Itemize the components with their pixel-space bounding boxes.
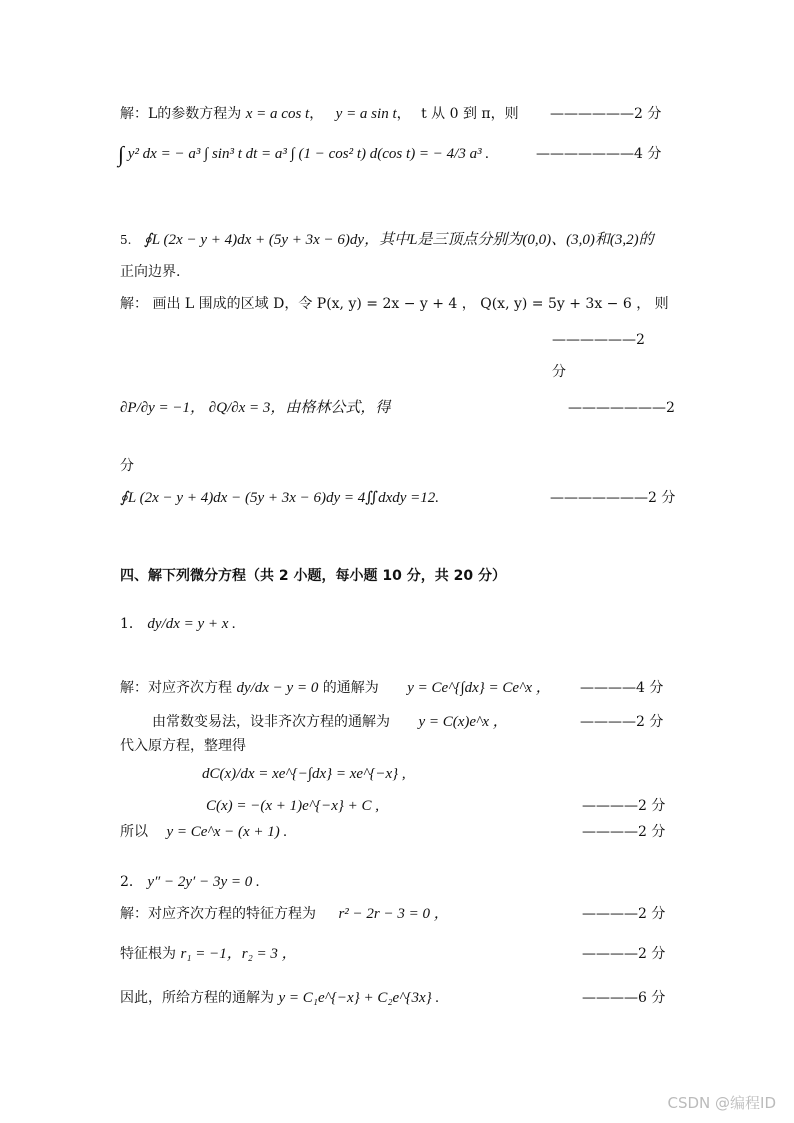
s4-q1-number: 1． [120, 616, 143, 632]
s4-q2-sol2-eq: r₁ = −1，r₂ = 3 ， [180, 946, 297, 962]
s4-q1-score-1: ————4 分 [580, 680, 664, 696]
s4-q1-sol-line2 [152, 712, 508, 732]
q5-statement-cont: 正向边界. [120, 264, 181, 280]
s4-q2-sol1-text: 解：对应齐次方程的特征方程为 [120, 906, 316, 922]
q5-number: 5. [120, 233, 132, 247]
s4-q1-sol2-text: 由常数变易法，设非齐次方程的通解为 [152, 714, 390, 730]
q4-param-y: y = a sin t [335, 106, 397, 122]
q4-integral [118, 141, 490, 167]
q5-statement [120, 230, 654, 250]
q5-result: ∮L (2x − y + 4)dx − (5y + 3x − 6)dy = 4∬dxdy =12. [120, 490, 440, 506]
s4-q1-sol6-text: 所以 [120, 824, 148, 840]
s4-q1-sol6-eq: y = Ce^x − (x + 1) . [166, 824, 288, 840]
section4-heading: 四、解下列微分方程（共 2 小题，每小题 10 分，共 20 分） [120, 568, 506, 584]
s4-q1-sol-line1 [120, 678, 551, 698]
s4-q1-score-3: ————2 分 [582, 798, 666, 814]
s4-q1-statement [120, 614, 236, 634]
s4-q1-sol2-eq: y = C(x)e^x ， [418, 714, 508, 730]
s4-q2-sol3-eq: y = C₁e^{−x} + C₂e^{3x} . [278, 990, 440, 1006]
s4-q2-number: 2． [120, 874, 143, 890]
s4-q2-sol3-text: 因此，所给方程的通解为 [120, 990, 274, 1006]
s4-q2-sol-line2 [120, 944, 297, 964]
s4-q2-sol2-text: 特征根为 [120, 946, 176, 962]
q5-score-2-line: ———————2 [568, 400, 675, 416]
q5-statement-text: ∮L (2x − y + 4)dx + (5y + 3x − 6)dy，其中L是三顶点分别为(0,0)、(3,0)和(3,2)的 [143, 232, 654, 248]
q5-score-2-unit: 分 [120, 458, 134, 474]
s4-q2-sol-line1 [120, 904, 449, 924]
q4-score-1: ——————2 分 [550, 106, 662, 122]
s4-q2-score-1: ————2 分 [582, 906, 666, 922]
q4-param-x: x = a cos t [245, 106, 310, 122]
q4-solution-line: 解：L的参数方程为 x = a cos t， y = a sin t， t 从 0 到 π，则 [120, 106, 519, 122]
s4-q2-score-3: ————6 分 [582, 990, 666, 1006]
s4-q2-score-2: ————2 分 [582, 946, 666, 962]
s4-q1-sol1-text: 解：对应齐次方程 [120, 680, 232, 696]
q5-score-1-unit: 分 [552, 364, 566, 380]
s4-q1-sol-line6 [120, 822, 287, 842]
s4-q1-sol3-text: 代入原方程，整理得 [120, 738, 246, 754]
s4-q1-score-2: ————2 分 [580, 714, 664, 730]
q4-solution-intro: 解：L的参数方程为 [120, 106, 242, 122]
q4-score-2: ———————4 分 [536, 146, 662, 162]
q4-t-range: t 从 0 到 π，则 [421, 106, 519, 122]
s4-q1-equation: dy/dx = y + x . [147, 616, 236, 632]
s4-q1-sol1-mid: 的通解为 [322, 680, 379, 696]
s4-q2-sol-line3 [120, 988, 439, 1008]
s4-q2-sol1-eq: r² − 2r − 3 = 0 ， [338, 906, 449, 922]
s4-q1-sol1-res: y = Ce^{∫dx} = Ce^x ， [407, 680, 551, 696]
s4-q1-sol5-eq: C(x) = −(x + 1)e^{−x} + C , [206, 798, 380, 814]
q5-score-3: ———————2 分 [550, 490, 676, 506]
watermark: CSDN @编程ID [667, 1094, 776, 1112]
s4-q1-sol1-eq: dy/dx − y = 0 [236, 680, 319, 696]
q5-score-1-line: ——————2 [552, 332, 645, 348]
q5-solution-intro: 解： 画出 L 围成的区域 D，令 P(x, y) = 2x − y + 4 ， Q(x, y) = 5y + 3x − 6 ， 则 [120, 296, 669, 312]
s4-q1-score-4: ————2 分 [582, 824, 666, 840]
q4-integral-expr: y² dx = − a³ ∫ sin³ t dt = a³ ∫ (1 − cos² t) d(cos t) = − 4/3 a³ . [127, 146, 490, 162]
q5-partial: ∂P/∂y = −1， ∂Q/∂x = 3，由格林公式，得 [120, 400, 391, 416]
integral-symbol: ∫ [118, 141, 125, 167]
s4-q1-sol4-eq: dC(x)/dx = xe^{−∫dx} = xe^{−x} , [202, 766, 406, 782]
s4-q2-equation: y″ − 2y′ − 3y = 0 . [147, 874, 260, 890]
s4-q2-statement [120, 872, 260, 892]
